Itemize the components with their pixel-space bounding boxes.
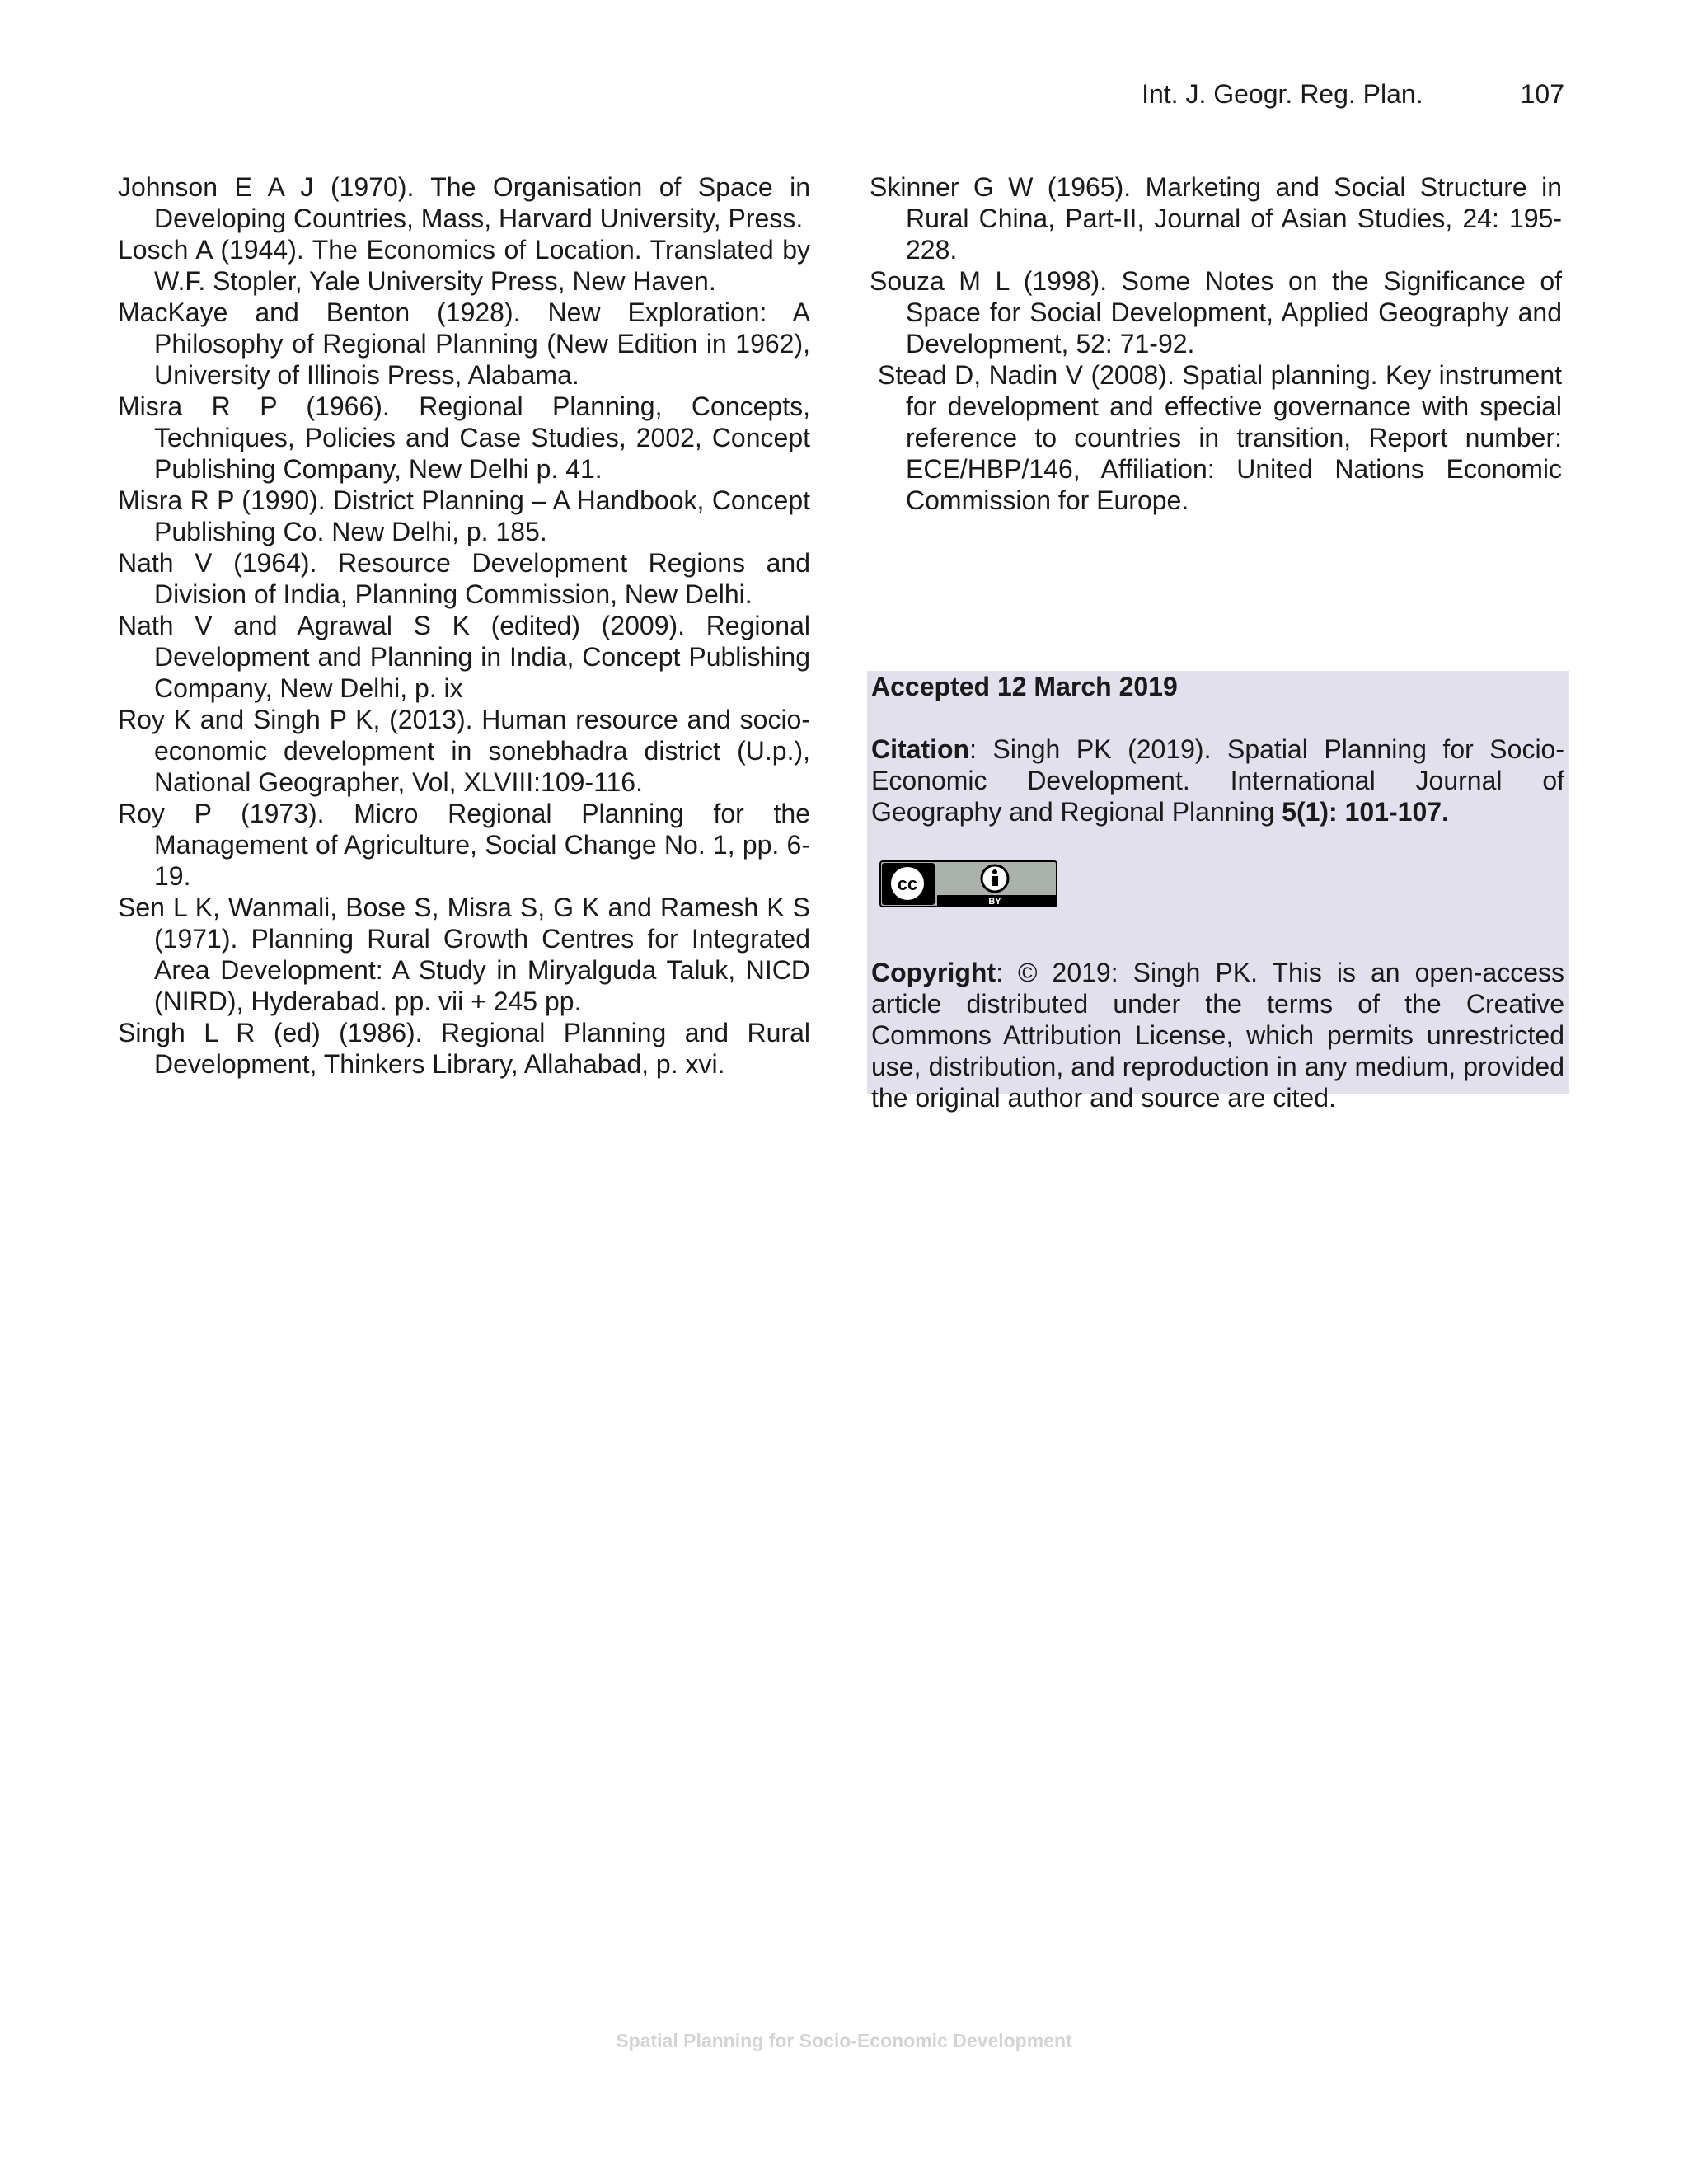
journal-name: Int. J. Geogr. Reg. Plan. bbox=[1142, 79, 1423, 109]
citation-label: Citation bbox=[871, 734, 970, 764]
references-right-column bbox=[870, 171, 1562, 516]
page-number: 107 bbox=[1520, 79, 1564, 109]
reference-entry: Johnson E A J (1970). The Organisation of Space in Developing Countries, Mass, Harvard University, Press. bbox=[118, 172, 810, 233]
reference-entry: Misra R P (1966). Regional Planning, Concepts, Techniques, Policies and Case Studies, 2002, Concept Publishing Company, New Delhi p. 41. bbox=[118, 391, 810, 484]
citation-text: : Singh PK (2019). Spatial Planning for Socio-Economic Development. International Journal of Geography and Regional Planning bbox=[871, 734, 1564, 827]
citation-ref: 5(1): 101-107. bbox=[1282, 797, 1449, 827]
reference-entry: Singh L R (ed) (1986). Regional Planning and Rural Development, Thinkers Library, Allahabad, p. xvi. bbox=[118, 1018, 810, 1079]
copyright-label: Copyright bbox=[871, 958, 996, 987]
page-header bbox=[1142, 79, 1564, 110]
reference-entry: Stead D, Nadin V (2008). Spatial planning. Key instrument for development and effective governance with special reference to countries in transition, Report number: ECE/HBP/146, Affiliation: United Nations Economic Commission for Europe. bbox=[878, 360, 1562, 515]
svg-text:cc: cc bbox=[897, 874, 918, 894]
references-left-column bbox=[118, 171, 810, 1080]
copyright bbox=[871, 957, 1564, 1113]
article-info-box bbox=[867, 671, 1569, 1113]
citation bbox=[871, 733, 1564, 827]
reference-entry: Roy K and Singh P K, (2013). Human resource and socio-economic development in sonebhadra district (U.p.), National Geographer, Vol, XLVIII:109-116. bbox=[118, 705, 810, 797]
reference-entry: Nath V and Agrawal S K (edited) (2009). Regional Development and Planning in India, Concept Publishing Company, New Delhi, p. ix bbox=[118, 611, 810, 703]
reference-entry: Losch A (1944). The Economics of Location. Translated by W.F. Stopler, Yale University Press, New Haven. bbox=[118, 235, 810, 296]
reference-entry: Skinner G W (1965). Marketing and Social Structure in Rural China, Part-II, Journal of Asian Studies, 24: 195-228. bbox=[870, 172, 1562, 265]
reference-entry: Sen L K, Wanmali, Bose S, Misra S, G K and Ramesh K S (1971). Planning Rural Growth Centres for Integrated Area Development: A Study in Miryalguda Taluk, NICD (NIRD), Hyderabad. pp. vii + 245 pp. bbox=[118, 893, 810, 1016]
running-title-footer: Spatial Planning for Socio-Economic Development bbox=[616, 2030, 1072, 2051]
reference-entry: MacKaye and Benton (1928). New Exploration: A Philosophy of Regional Planning (New Edition in 1962), University of Illinois Press, Alabama. bbox=[118, 298, 810, 390]
reference-entry: Misra R P (1990). District Planning – A Handbook, Concept Publishing Co. New Delhi, p. 185. bbox=[118, 485, 810, 546]
cc-by-license-icon[interactable] bbox=[879, 860, 1057, 907]
accepted-date: Accepted 12 March 2019 bbox=[871, 672, 1178, 701]
reference-entry: Souza M L (1998). Some Notes on the Significance of Space for Social Development, Applied Geography and Development, 52: 71-92. bbox=[870, 266, 1562, 359]
copyright-text: : © 2019: Singh PK. This is an open-access article distributed under the terms of the Creative Commons Attribution License, which permits unrestricted use, distribution, and reproduction in any medium, provided the original author and source are cited. bbox=[871, 958, 1564, 1113]
reference-entry: Roy P (1973). Micro Regional Planning for the Management of Agriculture, Social Change No. 1, pp. 6-19. bbox=[118, 799, 810, 891]
svg-text:BY: BY bbox=[988, 897, 1001, 907]
reference-entry: Nath V (1964). Resource Development Regions and Division of India, Planning Commission, New Delhi. bbox=[118, 548, 810, 609]
